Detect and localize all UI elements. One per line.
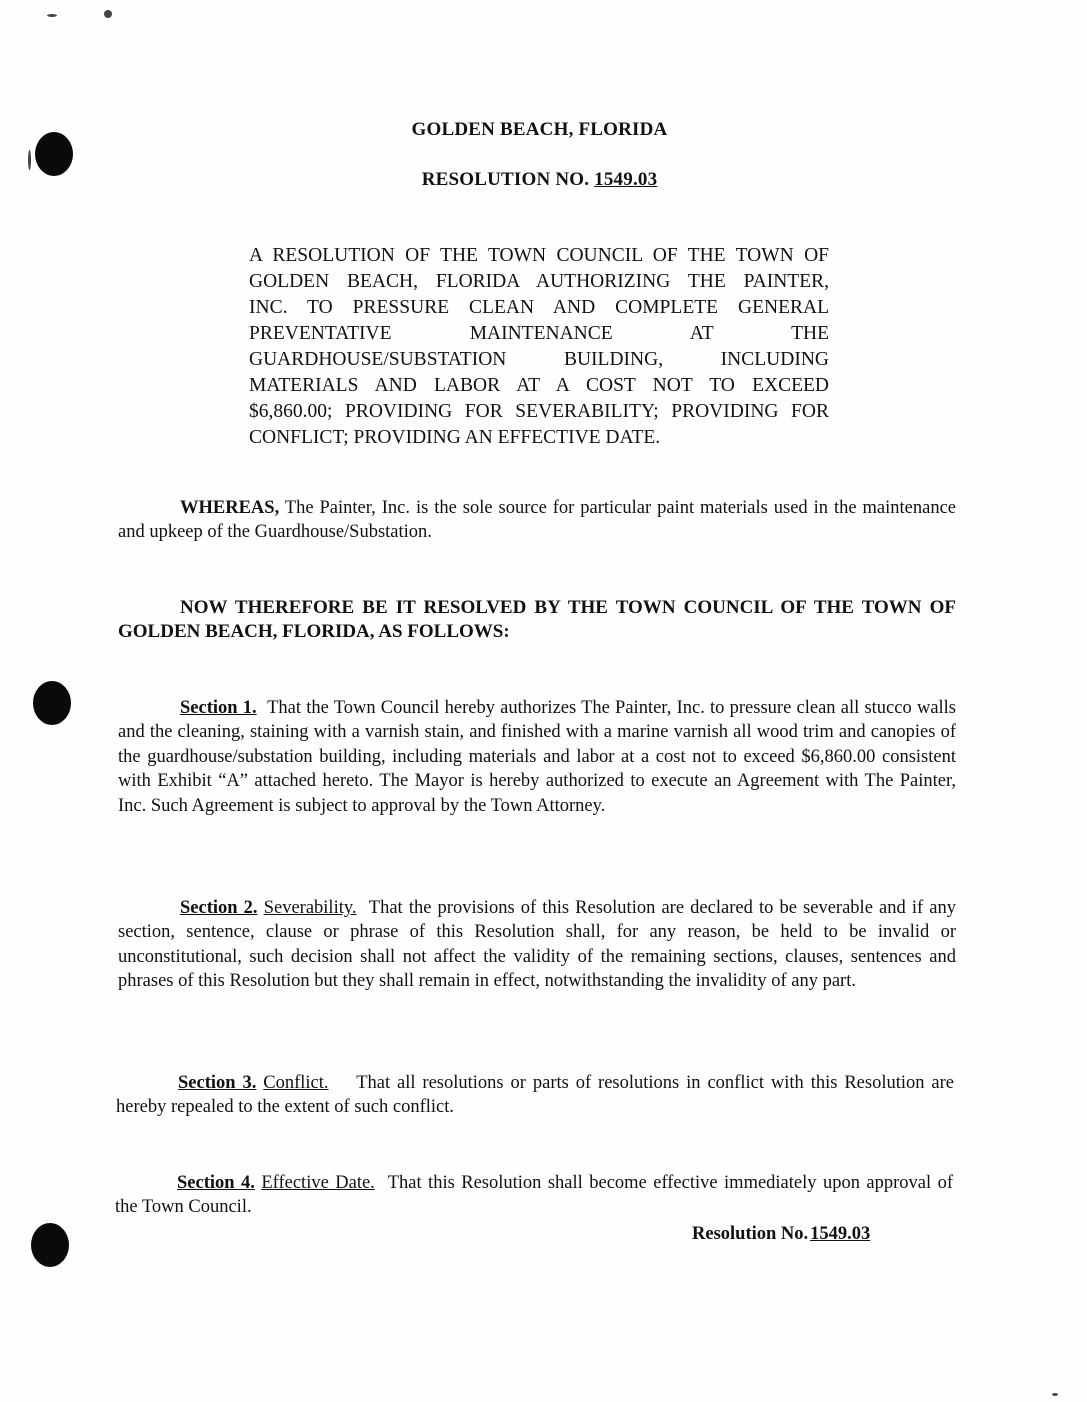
section-4 — [115, 1171, 953, 1220]
resolved-clause — [118, 596, 956, 644]
whereas-clause — [118, 496, 956, 545]
section-3-title: Conflict. — [263, 1073, 329, 1093]
section-2-text: That the provisions of this Resolution are declared to be severable and if any section, sentence, clause or phrase of this Resolution shall, for any reason, be held to be invalid or unconstitutional, such decision shall not affect the validity of the remaining sections, clauses, sentences and phrases of this Resolution but they shall remain in effect, notwithstanding the invalidity of any part. — [118, 898, 957, 992]
footer-resolution-number — [692, 1224, 878, 1245]
section-1-text: That the Town Council hereby authorizes The Painter, Inc. to pressure clean all stucco walls and the cleaning, staining with a varnish stain, and finished with a marine varnish all wood trim and canopies of the guardhouse/substation building, including materials and labor at a cost not to exceed $6,860.00 consistent with Exhibit “A” attached hereto. The Mayor is hereby authorized to execute an Agreement with The Painter, Inc. Such Agreement is subject to approval by the Town Attorney. — [118, 698, 957, 816]
section-4-label: Section 4. — [177, 1173, 255, 1193]
footer-label: Resolution No. — [692, 1224, 809, 1244]
resolution-label: RESOLUTION NO. — [421, 169, 590, 190]
section-2-label: Section 2. — [180, 898, 258, 918]
title-line: $6,860.00; PROVIDING FOR SEVERABILITY; PROVIDING FOR — [249, 401, 829, 422]
scan-speck — [47, 14, 57, 17]
whereas-lead: WHEREAS, — [180, 498, 280, 518]
resolved-text: NOW THEREFORE BE IT RESOLVED BY THE TOWN COUNCIL OF THE TOWN OF GOLDEN BEACH, FLORIDA, AS FOLLOWS: — [118, 597, 956, 642]
section-4-text: That this Resolution shall become effective immediately upon approval of the Town Council. — [115, 1173, 954, 1218]
scan-speck — [1052, 1393, 1058, 1396]
section-3 — [116, 1071, 954, 1120]
section-4-title: Effective Date. — [261, 1173, 375, 1193]
section-3-label: Section 3. — [178, 1073, 257, 1093]
title-line: GUARDHOUSE/SUBSTATION BUILDING, INCLUDING — [249, 349, 829, 370]
scan-speck — [104, 10, 112, 18]
punch-hole-bottom — [31, 1223, 69, 1267]
title-line: GOLDEN BEACH, FLORIDA AUTHORIZING THE PAINTER, — [249, 271, 829, 292]
section-1 — [118, 696, 956, 818]
title-line: CONFLICT; PROVIDING AN EFFECTIVE DATE. — [249, 427, 661, 448]
resolution-heading — [0, 169, 1083, 191]
section-2 — [118, 896, 956, 994]
punch-hole-middle — [33, 681, 71, 725]
title-line: A RESOLUTION OF THE TOWN COUNCIL OF THE TOWN OF — [249, 245, 829, 266]
footer-number: 1549.03 — [810, 1224, 871, 1244]
town-heading: GOLDEN BEACH, FLORIDA — [411, 119, 668, 140]
title-line: MATERIALS AND LABOR AT A COST NOT TO EXCEED — [249, 375, 829, 396]
whereas-text: The Painter, Inc. is the sole source for particular paint materials used in the maintenance and upkeep of the Guardhouse/Substation. — [118, 498, 956, 543]
section-3-text: That all resolutions or parts of resolutions in conflict with this Resolution are hereby repealed to the extent of such conflict. — [116, 1073, 955, 1118]
title-line: INC. TO PRESSURE CLEAN AND COMPLETE GENERAL — [249, 297, 829, 318]
section-2-title: Severability. — [263, 898, 357, 918]
scan-speck — [28, 150, 31, 170]
resolution-number: 1549.03 — [594, 169, 658, 190]
section-1-label: Section 1. — [180, 698, 257, 718]
resolution-title — [249, 243, 829, 451]
title-line: PREVENTATIVE MAINTENANCE AT THE — [249, 323, 829, 344]
